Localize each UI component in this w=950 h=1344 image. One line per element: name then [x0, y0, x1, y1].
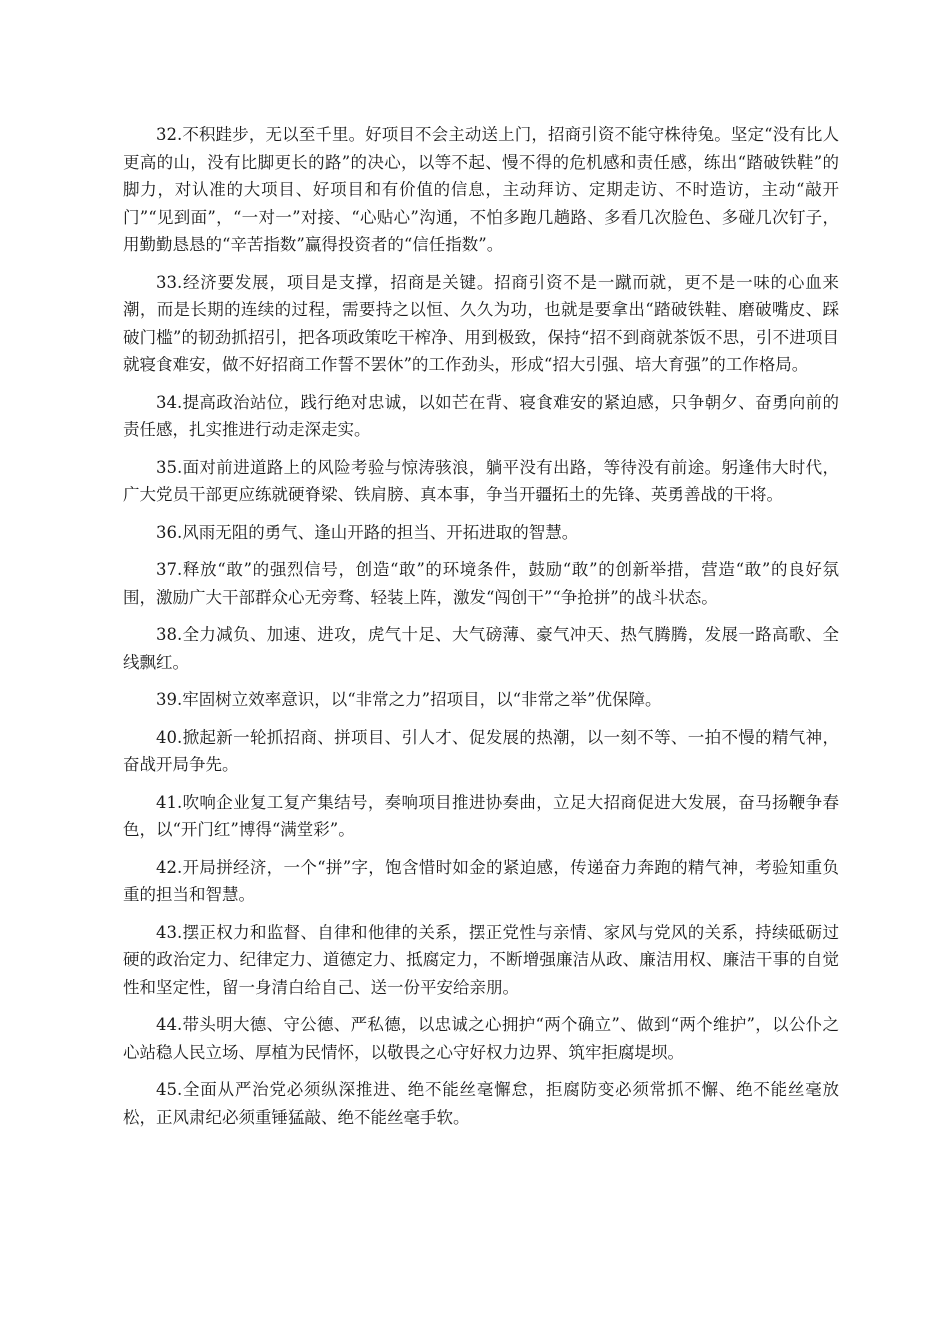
paragraph-34: 34.提高政治站位，践行绝对忠诚，以如芒在背、寝食难安的紧迫感，只争朝夕、奋勇向前的责任感，扎实推进行动走深走实。 — [123, 392, 839, 439]
paragraph-42: 42.开局拼经济，一个“拼”字，饱含惜时如金的紧迫感，传递奋力奔跑的精气神，考验知重负重的担当和智慧。 — [123, 857, 839, 904]
paragraph-36: 36.风雨无阻的勇气、逢山开路的担当、开拓进取的智慧。 — [156, 522, 579, 542]
paragraph-43: 43.摆正权力和监督、自律和他律的关系，摆正党性与亲情、家风与党风的关系，持续砥砺过硬的政治定力、纪律定力、道德定力、抵腐定力，不断增强廉洁从政、廉洁用权、廉洁干事的自觉性和坚定性，留一身清白给自己、送一份平安给亲朋。 — [123, 922, 839, 997]
paragraph-35: 35.面对前进道路上的风险考验与惊涛骇浪，躺平没有出路，等待没有前途。躬逢伟大时代，广大党员干部更应练就硬脊梁、铁肩膀、真本事，争当开疆拓土的先锋、英勇善战的干将。 — [123, 457, 839, 504]
paragraph-45: 45.全面从严治党必须纵深推进、绝不能丝毫懈怠，拒腐防变必须常抓不懈、绝不能丝毫放松，正风肃纪必须重锤猛敲、绝不能丝毫手软。 — [123, 1080, 839, 1127]
paragraph-38: 38.全力减负、加速、进攻，虎气十足、大气磅薄、豪气冲天、热气腾腾，发展一路高歌、全线飘红。 — [123, 625, 839, 672]
paragraph-32: 32.不积跬步，无以至千里。好项目不会主动送上门，招商引资不能守株待兔。坚定“没有比人更高的山，没有比脚更长的路”的决心，以等不起、慢不得的危机感和责任感，练出“踏破铁鞋”的脚力，对认准的大项目、好项目和有价值的信息，主动拜访、定期走访、不时造访，主动“敲开门”“见到面”，“一对一”对接、“心贴心”沟通，不怕多跑几趟路、多看几次脸色、多碰几次钉子，用勤勤恳恳的“辛苦指数”赢得投资者的“信任指数”。 — [123, 125, 839, 254]
paragraph-44: 44.带头明大德、守公德、严私德，以忠诚之心拥护“两个确立”、做到“两个维护”，以公仆之心站稳人民立场、厚植为民情怀，以敬畏之心守好权力边界、筑牢拒腐堤坝。 — [123, 1015, 839, 1062]
paragraph-37: 37.释放“敢”的强烈信号，创造“敢”的环境条件，鼓励“敢”的创新举措，营造“敢”的良好氛围，激励广大干部群众心无旁骛、轻装上阵，激发“闯创干”“争抢拼”的战斗状态。 — [123, 560, 839, 607]
document-body — [123, 121, 839, 1141]
paragraph-41: 41.吹响企业复工复产集结号，奏响项目推进协奏曲，立足大招商促进大发展，奋马扬鞭争春色，以“开门红”博得“满堂彩”。 — [123, 792, 839, 839]
paragraph-33: 33.经济要发展，项目是支撑，招商是关键。招商引资不是一蹴而就，更不是一味的心血来潮，而是长期的连续的过程，需要持之以恒、久久为功，也就是要拿出“踏破铁鞋、磨破嘴皮、踩破门槛”的韧劲抓招引，把各项政策吃干榨净、用到极致，保持“招不到商就茶饭不思，引不进项目就寝食难安，做不好招商工作誓不罢休”的工作劲头，形成“招大引强、培大育强”的工作格局。 — [123, 272, 839, 374]
paragraph-39: 39.牢固树立效率意识，以“非常之力”招项目，以“非常之举”优保障。 — [156, 690, 662, 709]
paragraph-40: 40.掀起新一轮抓招商、拼项目、引人才、促发展的热潮，以一刻不等、一拍不慢的精气神，奋战开局争先。 — [123, 727, 839, 774]
